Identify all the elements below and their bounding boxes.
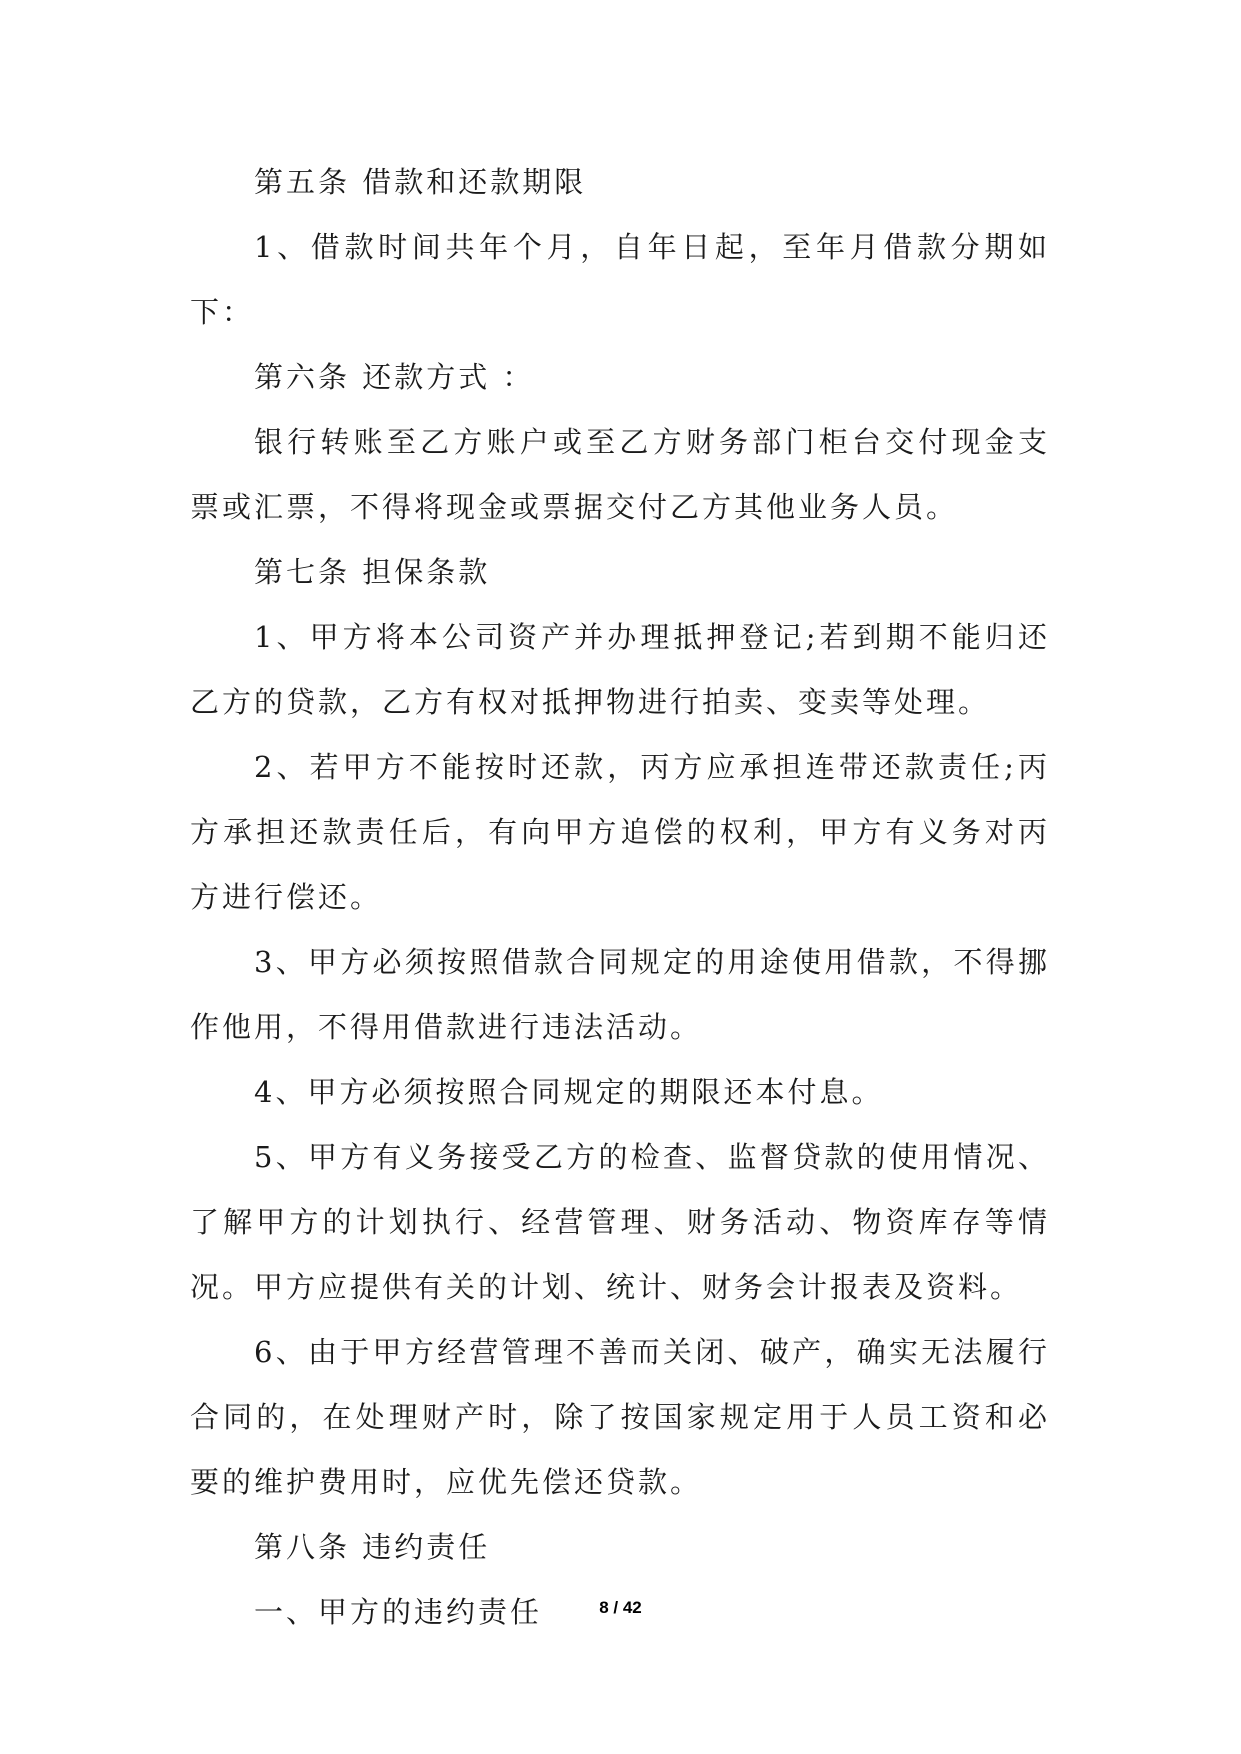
- heading-article-8: 第八条 违约责任: [254, 1530, 491, 1564]
- heading-article-6: 第六条 还款方式 ：: [254, 360, 535, 394]
- paragraph: 1、借款时间共年个月，自年日起，至年月借款分期如下：: [190, 230, 1050, 329]
- paragraph: 4、甲方必须按照合同规定的期限还本付息。: [254, 1075, 884, 1109]
- heading-article-5: 第五条 借款和还款期限: [254, 165, 587, 199]
- paragraph: 5、甲方有义务接受乙方的检查、监督贷款的使用情况、了解甲方的计划执行、经营管理、财务活动、物资库存等情况。甲方应提供有关的计划、统计、财务会计报表及资料。: [190, 1140, 1050, 1304]
- paragraph: 6、由于甲方经营管理不善而关闭、破产，确实无法履行合同的，在处理财产时，除了按国家规定用于人员工资和必要的维护费用时，应优先偿还贷款。: [190, 1335, 1050, 1499]
- paragraph: 一、甲方的违约责任: [254, 1595, 543, 1629]
- paragraph: 银行转账至乙方账户或至乙方财务部门柜台交付现金支票或汇票，不得将现金或票据交付乙方其他业务人员。: [190, 425, 1050, 524]
- paragraph: 2、若甲方不能按时还款，丙方应承担连带还款责任;丙方承担还款责任后，有向甲方追偿的权利，甲方有义务对丙方进行偿还。: [190, 750, 1050, 914]
- heading-article-7: 第七条 担保条款: [254, 555, 491, 589]
- document-body: [190, 150, 1050, 1645]
- paragraph: 1、甲方将本公司资产并办理抵押登记;若到期不能归还乙方的贷款，乙方有权对抵押物进行拍卖、变卖等处理。: [190, 620, 1050, 719]
- paragraph: 3、甲方必须按照借款合同规定的用途使用借款，不得挪作他用，不得用借款进行违法活动。: [190, 945, 1050, 1044]
- page-number: 8 / 42: [599, 1598, 642, 1617]
